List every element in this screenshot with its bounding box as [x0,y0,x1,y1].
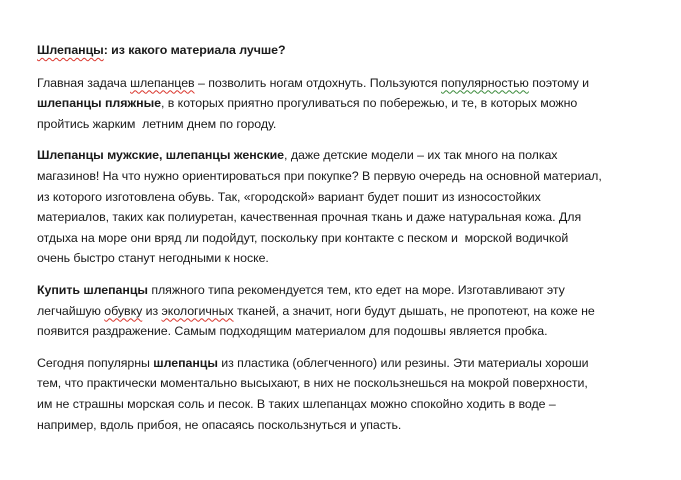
p3-text: из [142,303,162,318]
p4-bold-keyword: шлепанцы [153,355,218,370]
p1-line-2 [37,93,677,114]
document-title [37,40,677,61]
p1-line-1 [37,73,677,94]
p4-line-3: им не страшны морская соль и песок. В таких шлепанцах можно спокойно ходить в воде – [37,396,556,411]
p3-misspelled-word: экологичных [161,303,234,318]
p2-line-5: отдыха на море они вряд ли подойдут, поскольку при контакте с песком и морской водичкой [37,230,569,245]
title-rest: : из какого материала лучше? [103,43,286,57]
p1-text: Главная задача [37,75,131,90]
p4-line-4: например, вдоль прибоя, не опасаясь поскользнуться и упасть. [37,417,402,432]
p1-keyword-misspelled: шлепанцев [130,75,195,90]
p3-line-2 [37,301,677,322]
p4-line-1 [37,353,677,374]
p2-line-3: из которого изготовлена обувь. Так, «городской» вариант будет пошит из износостойких [37,189,541,204]
p1-grammar-flag: популярностью [441,75,529,90]
p2-line-4: материалов, таких как полиуретан, качественная прочная ткань и даже натуральная кожа. Для [37,210,582,225]
p4-text: Сегодня популярны [37,355,154,370]
p1-text: – позволить ногам отдохнуть. Пользуются [194,75,442,90]
p3-bold-keyword: Купить шлепанцы [37,282,148,297]
p2-line-2: магазинов! На что нужно ориентироваться при покупке? В первую очередь на основной материал, [37,168,602,183]
p3-line-3: появится раздражение. Самым подходящим материалом для подошвы является пробка. [37,324,548,339]
p3-misspelled-word: обувку [104,303,143,318]
p1-text: поэтому и [528,75,590,90]
p2-line-6: очень быстро станут негодными к носке. [37,251,269,266]
title-keyword: Шлепанцы [37,43,104,57]
p2-line-1 [37,145,677,166]
paragraph-2 [37,145,677,269]
p4-line-2: тем, что практически моментально высыхают, в них не поскользнешься на мокрой поверхности, [37,376,588,391]
p1-text: , в которых приятно прогуливаться по побережью, и те, в которых можно [160,96,578,111]
p3-text: пляжного типа рекомендуется тем, кто едет на море. Изготавливают эту [147,282,565,297]
p3-text: тканей, а значит, ноги будут дышать, не пропотеют, на коже не [233,303,595,318]
p1-line-3: пройтись жарким летним днем по городу. [37,116,277,131]
title-line [37,40,677,61]
p2-bold-keyword: Шлепанцы мужские, шлепанцы женские [37,148,285,163]
p3-text: легчайшую [37,303,105,318]
paragraph-1 [37,73,677,135]
p3-line-1 [37,280,677,301]
p1-bold-keyword: шлепанцы пляжные [37,96,161,111]
p2-text: , даже детские модели – их так много на полках [284,148,558,163]
document-body [37,40,677,435]
paragraph-3 [37,280,677,342]
p4-text: из пластика (облегченного) или резины. Эти материалы хороши [217,355,589,370]
paragraph-4 [37,353,677,435]
